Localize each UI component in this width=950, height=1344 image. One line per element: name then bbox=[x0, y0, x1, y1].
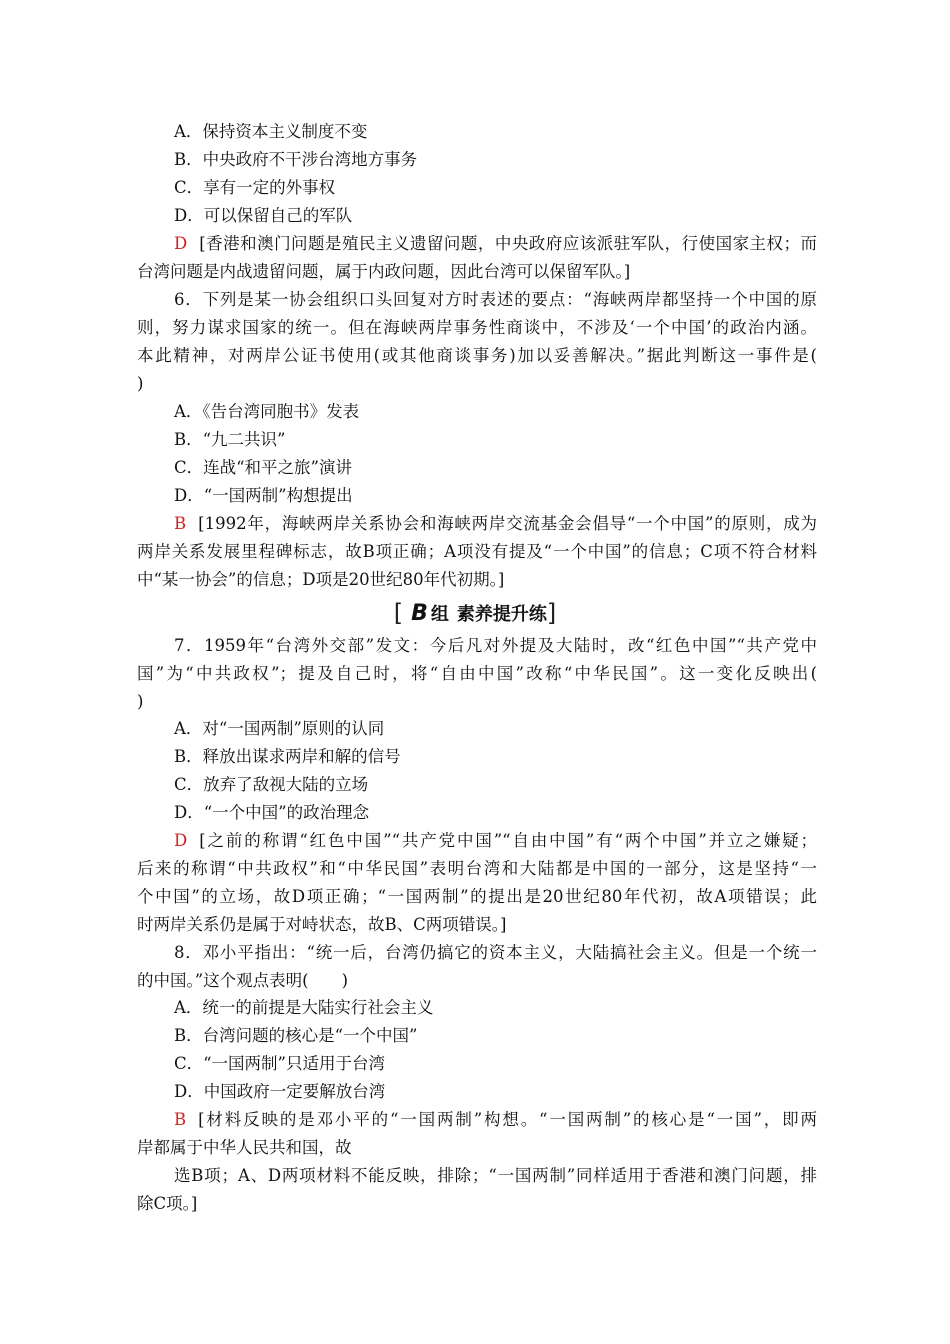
q6-explanation-line-3: 中“某一协会”的信息；D项是20世纪80年代初期。] bbox=[137, 570, 505, 589]
q8-explanation-line-2: 岸都属于中华人民共和国，故 bbox=[137, 1138, 352, 1157]
q5-option-a: A．保持资本主义制度不变 bbox=[174, 122, 368, 141]
section-letter-b: B bbox=[411, 600, 427, 626]
q6-explanation-line-1: B [1992年，海峡两岸关系协会和海峡两岸交流基金会倡导“一个中国”的原则，成为 bbox=[174, 514, 817, 533]
q7-explanation-line-3: 个中国”的立场，故D项正确；“一国两制”的提出是20世纪80年代初，故A项错误；此 bbox=[137, 887, 817, 906]
q7-option-a: A．对“一国两制”原则的认同 bbox=[174, 719, 385, 738]
q8-explanation-line-3: 选B项；A、D两项材料不能反映，排除；“一国两制”同样适用于香港和澳门问题，排 bbox=[174, 1166, 817, 1185]
q5-explanation-line-2: 台湾问题是内战遗留问题，属于内政问题，因此台湾可以保留军队。] bbox=[137, 262, 631, 281]
q5-answer: D bbox=[174, 234, 188, 253]
q6-option-a: A．《告台湾同胞书》发表 bbox=[174, 402, 360, 421]
q8-stem-line-1: 8．邓小平指出：“统一后，台湾仍搞它的资本主义，大陆搞社会主义。但是一个统一 bbox=[174, 943, 817, 962]
q6-stem-line-2: 则，努力谋求国家的统一。但在海峡两岸事务性商谈中，不涉及‘一个中国’的政治内涵。 bbox=[137, 318, 817, 337]
q8-option-d: D．中国政府一定要解放台湾 bbox=[174, 1082, 386, 1101]
q6-option-d: D．“一国两制”构想提出 bbox=[174, 486, 353, 505]
q8-explanation-line-1: B [材料反映的是邓小平的“一国两制”构想。“一国两制”的核心是“一国”，即两 bbox=[174, 1110, 817, 1129]
section-group: 组 bbox=[430, 604, 449, 625]
q5-option-b: B．中央政府不干涉台湾地方事务 bbox=[174, 150, 418, 169]
section-header bbox=[0, 598, 950, 628]
q8-answer: B bbox=[174, 1110, 187, 1129]
q7-stem-line-2: 国”为“中共政权”；提及自己时，将“自由中国”改称“中华民国”。这一变化反映出( bbox=[137, 664, 817, 683]
q7-option-c: C．放弃了敌视大陆的立场 bbox=[174, 775, 369, 794]
q6-option-c: C．连战“和平之旅”演讲 bbox=[174, 458, 352, 477]
q8-option-a: A．统一的前提是大陆实行社会主义 bbox=[174, 998, 434, 1017]
q8-option-c: C．“一国两制”只适用于台湾 bbox=[174, 1054, 385, 1073]
section-bracket-open: [ bbox=[393, 599, 404, 627]
q5-option-c: C．享有一定的外事权 bbox=[174, 178, 336, 197]
q8-explanation-line-4: 除C项。] bbox=[137, 1194, 198, 1213]
q6-stem-line-1: 6．下列是某一协会组织口头回复对方时表述的要点：“海峡两岸都坚持一个中国的原 bbox=[174, 290, 817, 309]
q6-explanation-line-2: 两岸关系发展里程碑标志，故B项正确；A项没有提及“一个中国”的信息；C项不符合材料 bbox=[137, 542, 817, 561]
q6-option-b: B．“九二共识” bbox=[174, 430, 286, 449]
q5-option-d: D．可以保留自己的军队 bbox=[174, 206, 353, 225]
q8-option-b: B．台湾问题的核心是“一个中国” bbox=[174, 1026, 418, 1045]
section-title: 素养提升练 bbox=[456, 604, 547, 625]
q6-stem-line-3: 本此精神，对两岸公证书使用(或其他商谈事务)加以妥善解决。”据此判断这一事件是( bbox=[137, 346, 817, 365]
q6-stem-line-4: ) bbox=[137, 374, 144, 393]
q7-stem-line-1: 7．1959年“台湾外交部”发文：今后凡对外提及大陆时，改“红色中国”“共产党中 bbox=[174, 636, 817, 655]
section-bracket-close: ] bbox=[546, 599, 557, 627]
q5-explanation-line-1: D [香港和澳门问题是殖民主义遗留问题，中央政府应该派驻军队，行使国家主权；而 bbox=[174, 234, 817, 253]
q8-stem-line-2: 的中国。”这个观点表明( ) bbox=[137, 971, 349, 990]
q7-option-d: D．“一个中国”的政治理念 bbox=[174, 803, 370, 822]
q7-explanation-line-2: 后来的称谓“中共政权”和“中华民国”表明台湾和大陆都是中国的一部分，这是坚持“一 bbox=[137, 859, 817, 878]
q7-stem-line-3: ) bbox=[137, 692, 144, 711]
q7-answer: D bbox=[174, 831, 188, 850]
q7-explanation-line-1: D [之前的称谓“红色中国”“共产党中国”“自由中国”有“两个中国”并立之嫌疑； bbox=[174, 831, 817, 850]
q7-option-b: B．释放出谋求两岸和解的信号 bbox=[174, 747, 401, 766]
q6-answer: B bbox=[174, 514, 187, 533]
q7-explanation-line-4: 时两岸关系仍是属于对峙状态，故B、C两项错误。] bbox=[137, 915, 507, 934]
